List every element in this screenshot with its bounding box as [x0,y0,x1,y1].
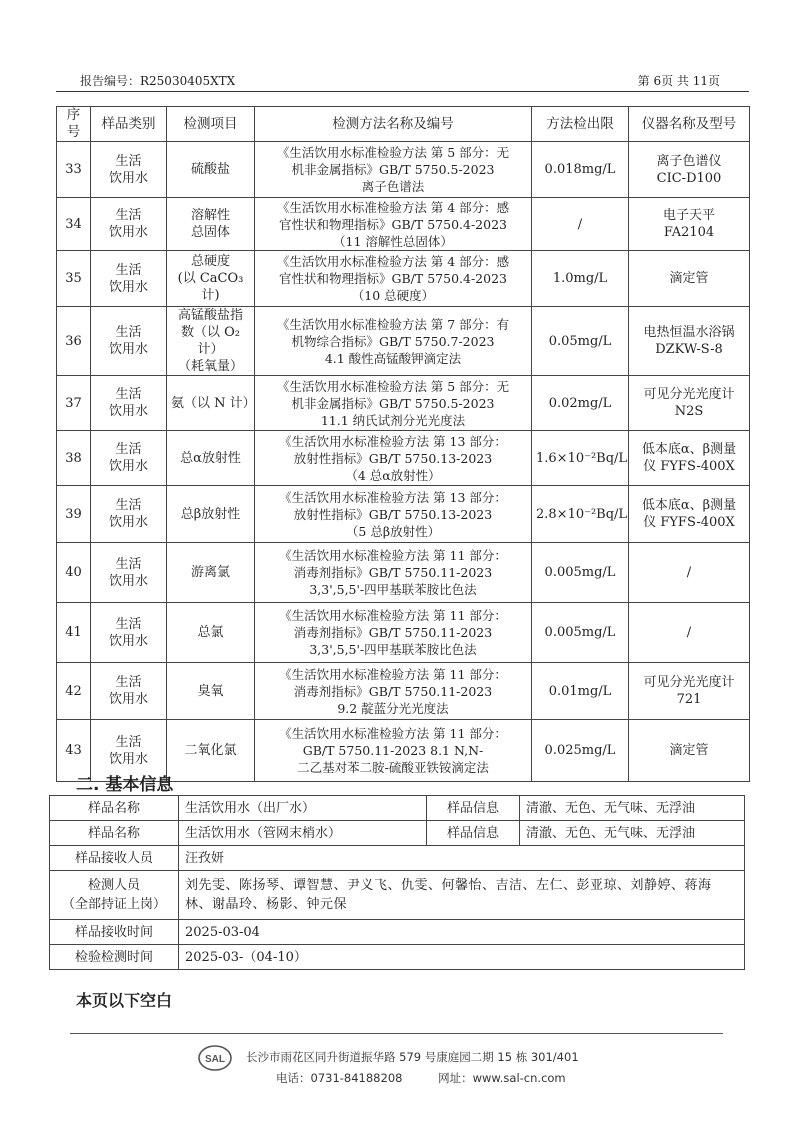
cell-no: 35 [57,251,91,307]
cell-instrument-line: / [686,625,692,640]
table-row [57,486,750,543]
cell-instrument-line: 电热恒温水浴锅 [643,325,735,340]
cell-limit: 1.6×10⁻²Bq/L [532,431,629,486]
table-header-row [57,107,750,142]
cell-item [167,663,255,720]
table-row [57,198,750,251]
cell-category-line: 生活 [115,616,142,632]
cell-method-line: 3,3',5,5'-四甲基联苯胺比色法 [309,642,477,657]
receive-time-value: 2025-03-04 [179,920,745,945]
cell-method-line: 放射性指标》GB/T 5750.13-2023 [293,450,493,466]
cell-method-line: 机非金属指标》GB/T 5750.5-2023 [291,162,495,177]
cell-limit: 0.025mg/L [532,720,629,782]
cell-limit: 2.8×10⁻²Bq/L [532,486,629,543]
col-header-category: 样品类别 [91,107,167,142]
cell-method-line: 放射性指标》GB/T 5750.13-2023 [293,506,493,522]
cell-category-line: 生活 [115,208,142,223]
cell-instrument-line: N2S [674,404,704,419]
cell-instrument-line: 可见分光光度计 [643,675,735,690]
sample-name-label: 样品名称 [50,821,179,846]
cell-limit: 0.018mg/L [532,142,629,198]
cell-limit: / [532,198,629,251]
testers-label [50,871,179,920]
table-row [50,821,745,846]
test-time-value: 2025-03-（04-10） [179,945,745,970]
test-methods-table [56,106,750,782]
col-header-instrument: 仪器名称及型号 [629,107,750,142]
cell-instrument-line: 可见分光光度计 [643,387,735,402]
cell-method-line: （5 总β放射性） [345,523,441,539]
cell-limit: 0.005mg/L [532,543,629,603]
sample-name-value: 生活饮用水（出厂水） [179,796,427,821]
cell-method-line: 4.1 酸性高锰酸钾滴定法 [324,350,462,366]
cell-instrument-line: 滴定管 [669,743,709,758]
testers-label-line2: （全部持证上岗） [61,897,166,912]
cell-item [167,142,255,198]
footer-divider [70,1033,723,1034]
cell-method-line: （4 总α放射性） [345,467,441,483]
cell-method-line: 《生活饮用水标准检验方法 第 5 部分：无 [276,378,510,394]
cell-instrument [629,251,750,307]
cell-no: 39 [57,486,91,543]
table-row [50,945,745,970]
cell-instrument-line: DZKW-S-8 [655,342,723,357]
cell-limit: 1.0mg/L [532,251,629,307]
cell-item [167,543,255,603]
table-row [57,142,750,198]
sample-name-value: 生活饮用水（管网末梢水） [179,821,427,846]
cell-category [91,307,167,376]
cell-method-line: 机非金属指标》GB/T 5750.5-2023 [291,395,495,411]
cell-category-line: 生活 [115,387,142,402]
cell-instrument [629,663,750,720]
cell-category-line: 饮用水 [108,633,148,649]
cell-method [255,142,532,198]
cell-instrument-line: FA2104 [663,225,715,240]
cell-method [255,486,532,543]
page-number: 第 6页 共 11页 [637,73,720,88]
cell-category-line: 饮用水 [108,225,148,240]
cell-item-line: 总α放射性 [180,450,241,466]
cell-instrument [629,376,750,431]
cell-category-line: 饮用水 [108,692,148,707]
cell-instrument-line: 仪 FYFS-400X [643,515,735,530]
sample-info-value: 清澈、无色、无气味、无浮油 [520,821,745,846]
table-row [50,796,745,821]
cell-method-line: 《生活饮用水标准检验方法 第 7 部分：有 [276,316,510,332]
cell-category-line: 饮用水 [108,404,148,419]
cell-item [167,720,255,782]
cell-method-line: 《生活饮用水标准检验方法 第 11 部分： [279,666,507,682]
table-row [50,846,745,871]
table-row [57,307,750,376]
cell-no: 36 [57,307,91,376]
cell-method-line: 离子色谱法 [361,179,425,194]
cell-item-line: 游离氯 [190,565,230,580]
cell-method-line: 机物综合指标》GB/T 5750.7-2023 [291,333,495,349]
cell-category-line: 饮用水 [108,342,148,357]
cell-no: 38 [57,431,91,486]
cell-category-line: 生活 [115,442,142,457]
cell-method [255,431,532,486]
cell-item-line: 总硬度 [190,254,230,269]
cell-no: 33 [57,142,91,198]
receiver-label: 样品接收人员 [50,846,179,871]
cell-item [167,431,255,486]
receive-time-label: 样品接收时间 [50,920,179,945]
cell-category [91,543,167,603]
cell-item-line: 硫酸盐 [190,162,230,177]
cell-instrument-line: CIC-D100 [656,170,722,186]
cell-method [255,543,532,603]
footer-website: 网址：www.sal-cn.com [438,1071,566,1085]
cell-item-line: 臭氧 [197,683,224,699]
cell-category-line: 生活 [115,675,142,690]
sample-info-label: 样品信息 [427,796,520,821]
cell-method-line: 二乙基对苯二胺-硫酸亚铁铵滴定法 [297,760,489,775]
cell-category [91,486,167,543]
cell-limit: 0.05mg/L [532,307,629,376]
cell-instrument-line: 仪 FYFS-400X [643,459,735,474]
report-header [80,71,720,89]
footer-phone: 电话：0731-84188208 [276,1071,403,1085]
table-row [57,603,750,663]
cell-item-line: 高锰酸盐指 [177,308,243,323]
col-header-method: 检测方法名称及编号 [255,107,532,142]
cell-category-line: 生活 [115,262,142,278]
cell-limit: 0.01mg/L [532,663,629,720]
testers-value: 刘先雯、陈扬琴、谭智慧、尹义飞、仇雯、何馨怡、吉洁、左仁、彭亚琼、刘静婷、蒋海林、谢晶玲、杨影、钟元保 [179,871,745,920]
cell-method-line: （11 溶解性总固体） [333,233,453,249]
cell-item-line: 氨（以 N 计） [171,395,256,411]
cell-method-line: 《生活饮用水标准检验方法 第 11 部分： [279,608,507,623]
cell-instrument-line: 低本底α、β测量 [641,498,737,513]
cell-item [167,307,255,376]
cell-instrument-line: 低本底α、β测量 [641,442,737,457]
cell-instrument [629,198,750,251]
cell-instrument-line: 滴定管 [669,271,709,286]
cell-item [167,198,255,251]
header-divider [56,91,749,92]
cell-method-line: 《生活饮用水标准检验方法 第 11 部分： [279,548,507,563]
col-header-no: 序号 [57,107,91,142]
cell-method [255,198,532,251]
cell-no: 40 [57,543,91,603]
table-row [50,871,745,920]
cell-method-line: 《生活饮用水标准检验方法 第 13 部分： [279,433,507,449]
blank-below-note: 本页以下空白 [76,991,173,1010]
cell-method-line: 官性状和物理指标》GB/T 5750.4-2023 [279,271,507,286]
cell-instrument-line: 721 [676,692,702,707]
cell-category [91,663,167,720]
cell-category-line: 饮用水 [108,170,148,186]
cell-method-line: 《生活饮用水标准检验方法 第 11 部分： [279,726,507,741]
cell-no: 34 [57,198,91,251]
cell-limit: 0.02mg/L [532,376,629,431]
cell-instrument [629,603,750,663]
cell-method-line: 《生活饮用水标准检验方法 第 5 部分：无 [276,145,510,160]
cell-category [91,198,167,251]
cell-method-line: 《生活饮用水标准检验方法 第 13 部分： [279,489,507,505]
col-header-item: 检测项目 [167,107,255,142]
cell-method-line: 《生活饮用水标准检验方法 第 4 部分：感 [276,199,510,215]
cell-category-line: 生活 [115,556,142,572]
cell-category-line: 饮用水 [108,459,148,474]
table-row [57,376,750,431]
cell-method [255,720,532,782]
cell-method-line: GB/T 5750.11-2023 8.1 N,N- [302,743,484,758]
receiver-value: 汪孜妍 [179,846,745,871]
cell-method [255,251,532,307]
footer-address: 长沙市雨花区同升街道振华路 579 号康庭园二期 15 栋 301/401 [246,1050,579,1064]
cell-category [91,376,167,431]
basic-info-table [49,795,745,970]
cell-item-line: 二氧化氯 [184,743,237,758]
logo-text: SAL [205,1054,225,1065]
cell-instrument-line: 电子天平 [662,208,715,223]
cell-method-line: 消毒剂指标》GB/T 5750.11-2023 [293,565,493,580]
cell-no: 42 [57,663,91,720]
cell-instrument-line: 离子色谱仪 [656,153,722,169]
cell-method [255,307,532,376]
cell-category-line: 饮用水 [108,515,148,530]
cell-category [91,142,167,198]
cell-instrument [629,720,750,782]
cell-item-line: 数（以 O₂ 计） [180,325,240,357]
cell-instrument [629,431,750,486]
test-time-label: 检验检测时间 [50,945,179,970]
cell-instrument [629,543,750,603]
cell-method [255,376,532,431]
cell-category-line: 生活 [115,734,142,750]
cell-category-line: 饮用水 [108,573,148,589]
cell-category [91,431,167,486]
cell-instrument [629,307,750,376]
cell-item [167,251,255,307]
footer-contact [276,1070,598,1086]
cell-method-line: 消毒剂指标》GB/T 5750.11-2023 [293,625,493,640]
table-row [57,663,750,720]
cell-category-line: 饮用水 [108,751,148,767]
cell-instrument-line: / [686,565,692,580]
cell-item-line: （耗氧量） [177,359,243,374]
cell-method-line: 消毒剂指标》GB/T 5750.11-2023 [293,683,493,699]
cell-category-line: 生活 [115,498,142,513]
cell-item-line: 总氯 [197,625,224,640]
col-header-limit: 方法检出限 [532,107,629,142]
sample-name-label: 样品名称 [50,796,179,821]
cell-method-line: 9.2 靛蓝分光光度法 [337,700,449,716]
sal-logo-icon [198,1045,232,1071]
cell-item [167,376,255,431]
cell-no: 43 [57,720,91,782]
cell-method-line: （10 总硬度） [351,288,435,303]
cell-item [167,603,255,663]
report-number: 报告编号：R25030405XTX [80,73,236,88]
cell-item-line: (以 CaCO₃ 计) [177,271,244,303]
cell-method-line: 11.1 纳氏试剂分光光度法 [320,412,466,428]
testers-label-line1: 检测人员 [87,878,140,893]
cell-item-line: 总β放射性 [180,506,241,522]
table-row [57,251,750,307]
cell-limit: 0.005mg/L [532,603,629,663]
cell-no: 41 [57,603,91,663]
cell-category-line: 生活 [115,325,142,340]
table-row [57,431,750,486]
cell-category [91,603,167,663]
cell-method-line: 《生活饮用水标准检验方法 第 4 部分：感 [276,254,510,269]
cell-item-line: 溶解性 [190,208,230,223]
cell-category-line: 生活 [115,153,142,169]
cell-category [91,251,167,307]
section-title-basic-info: 二. 基本信息 [76,775,174,795]
sample-info-value: 清澈、无色、无气味、无浮油 [520,796,745,821]
cell-category-line: 饮用水 [108,279,148,295]
table-row [50,920,745,945]
cell-method [255,603,532,663]
cell-no: 37 [57,376,91,431]
cell-method [255,663,532,720]
cell-item-line: 总固体 [190,225,230,240]
cell-method-line: 官性状和物理指标》GB/T 5750.4-2023 [279,216,507,232]
cell-instrument [629,142,750,198]
sample-info-label: 样品信息 [427,821,520,846]
cell-instrument [629,486,750,543]
cell-item [167,486,255,543]
cell-method-line: 3,3',5,5'-四甲基联苯胺比色法 [309,582,477,597]
table-row [57,543,750,603]
